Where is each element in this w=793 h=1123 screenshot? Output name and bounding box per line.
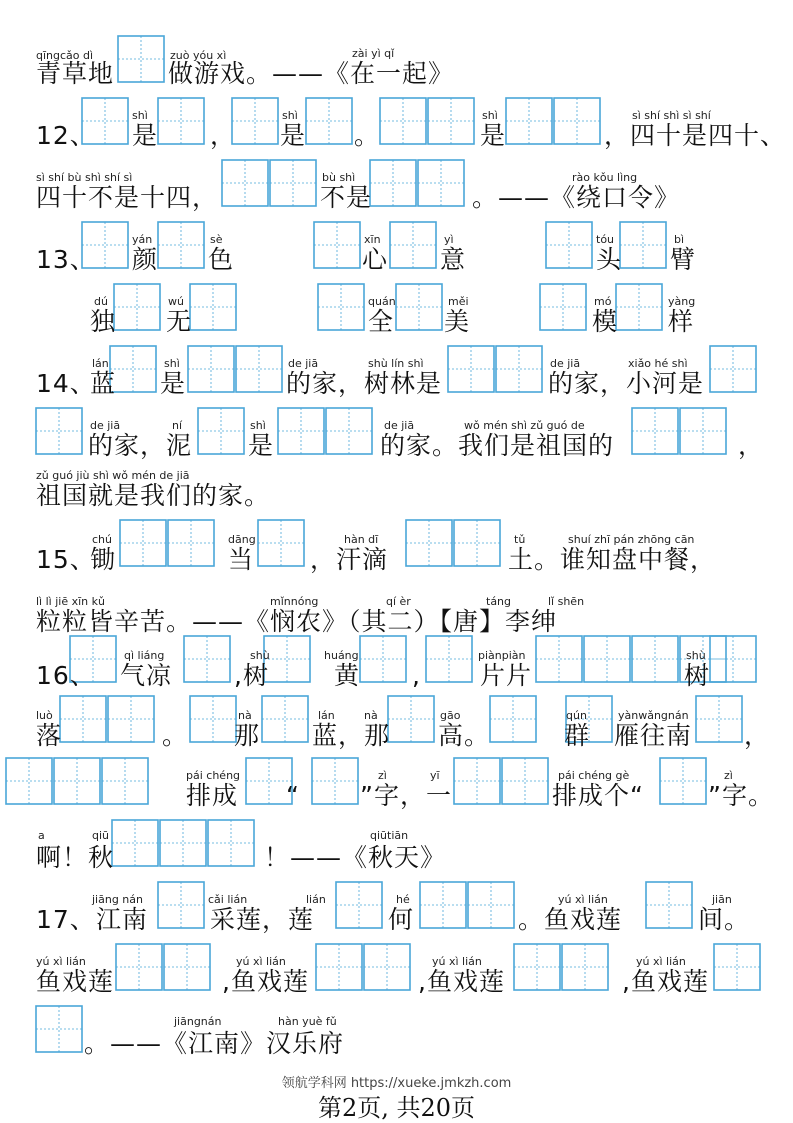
sentence-text: 江南 (96, 905, 149, 934)
answer-box[interactable] (454, 520, 500, 566)
sentence-text: 排成 (186, 781, 239, 810)
pinyin-label: de jiā (550, 357, 581, 370)
pinyin-label: zǔ guó jiù shì wǒ mén de jiā (36, 469, 190, 482)
answer-box[interactable] (696, 696, 742, 742)
answer-box[interactable] (188, 346, 234, 392)
answer-box[interactable] (160, 820, 206, 866)
pinyin-label: sì shí shì sì shí (632, 109, 711, 122)
answer-box[interactable] (490, 696, 536, 742)
answer-box[interactable] (502, 758, 548, 804)
answer-box[interactable] (396, 284, 442, 330)
pinyin-label: shì (282, 109, 298, 122)
answer-box[interactable] (110, 346, 156, 392)
sentence-text: 鱼戏莲 (36, 967, 115, 996)
sentence-text: 当 (228, 545, 255, 574)
pinyin-label: bì (674, 233, 685, 246)
sentence-text: 不是 (320, 183, 373, 212)
sentence-text: 的家，泥 (88, 431, 193, 460)
answer-box[interactable] (112, 820, 158, 866)
pinyin-label: tǔ (514, 533, 526, 546)
pinyin-label: lán (318, 709, 335, 722)
pinyin-label: hàn dī (344, 533, 379, 546)
sentence-text: 排成个“ (552, 781, 644, 810)
answer-box[interactable] (258, 520, 304, 566)
pinyin-label: bù shì (322, 171, 356, 184)
pinyin-label: qiūtiān (370, 829, 409, 842)
pinyin-label: dāng (228, 533, 256, 546)
sentence-text: 。——《江南》汉乐府 (84, 1029, 345, 1058)
answer-box[interactable] (312, 758, 358, 804)
answer-box[interactable] (646, 882, 692, 928)
pinyin-label: shì (132, 109, 148, 122)
answer-box[interactable] (660, 758, 706, 804)
pinyin-label: yànwǎngnán (618, 709, 689, 722)
pinyin-label: xīn (364, 233, 381, 246)
answer-box[interactable] (208, 820, 254, 866)
pinyin-label: qīngcǎo dì (36, 49, 94, 62)
pinyin-label: lì lì jiē xīn kǔ (36, 595, 105, 608)
pinyin-label: shù (250, 649, 270, 662)
sentence-text: 气凉 (120, 661, 173, 690)
pinyin-label: yī (430, 769, 440, 782)
sentence-text: ,鱼戏莲 (622, 967, 709, 996)
pinyin-label: shuí zhī pán zhōng cān (568, 533, 695, 546)
answer-box[interactable] (270, 160, 316, 206)
pinyin-label: shì (250, 419, 266, 432)
answer-box[interactable] (388, 696, 434, 742)
answer-box[interactable] (54, 758, 100, 804)
sentence-text: 色 (208, 245, 235, 274)
answer-box[interactable] (428, 98, 474, 144)
answer-box[interactable] (616, 284, 662, 330)
pinyin-label: luò (36, 709, 53, 722)
answer-box[interactable] (190, 284, 236, 330)
answer-box[interactable] (120, 520, 166, 566)
pinyin-label: sè (210, 233, 223, 246)
sentence-text: 做游戏。——《在一起》 (168, 59, 455, 88)
pinyin-label: shì (482, 109, 498, 122)
answer-box[interactable] (680, 408, 726, 454)
answer-box[interactable] (158, 222, 204, 268)
answer-box[interactable] (370, 160, 416, 206)
pinyin-label: piànpiàn (478, 649, 526, 662)
pinyin-label: nà (238, 709, 252, 722)
sentence-text: 粒粒皆辛苦。——《悯农》（其二）【唐】李绅 (36, 607, 558, 636)
question-number: 17、 (36, 905, 96, 934)
answer-box[interactable] (336, 882, 382, 928)
pinyin-label: táng (486, 595, 512, 608)
pinyin-label: zài yì qǐ (352, 47, 395, 60)
sentence-text: 何 (388, 905, 415, 934)
pinyin-label: shù lín shì (368, 357, 424, 370)
sentence-text: 片片 (480, 661, 533, 690)
pinyin-label: sì shí bù shì shí sì (36, 171, 133, 184)
pinyin-label: quán (368, 295, 396, 308)
sentence-text: ， (210, 121, 237, 150)
sentence-text: 。鱼戏莲 (518, 905, 623, 934)
answer-box[interactable] (710, 346, 756, 392)
answer-box[interactable] (426, 636, 472, 682)
sentence-text: ”字。 (708, 781, 774, 810)
answer-box[interactable] (380, 98, 426, 144)
sentence-text: ， (738, 431, 765, 460)
pinyin-label: yú xì lián (558, 893, 608, 906)
answer-box[interactable] (164, 944, 210, 990)
pinyin-label: qí èr (386, 595, 411, 608)
pinyin-label: de jiā (384, 419, 415, 432)
answer-box[interactable] (232, 98, 278, 144)
sentence-text: 意 (440, 245, 467, 274)
answer-box[interactable] (540, 284, 586, 330)
answer-box[interactable] (364, 944, 410, 990)
sentence-text: 土。谁知盘中餐， (508, 545, 717, 574)
pinyin-label: yú xì lián (432, 955, 482, 968)
sentence-text: 祖国就是我们的家。 (36, 481, 271, 510)
pinyin-label: qún (566, 709, 587, 722)
answer-box[interactable] (168, 520, 214, 566)
answer-box[interactable] (306, 98, 352, 144)
pinyin-label: hé (396, 893, 410, 906)
sentence-text: 是 (280, 121, 307, 150)
sentence-text: 蓝 (90, 369, 117, 398)
sentence-text: “ (286, 781, 300, 810)
pinyin-label: yàng (668, 295, 696, 308)
answer-box[interactable] (114, 284, 160, 330)
sentence-text: ”字，一 (360, 781, 452, 810)
pinyin-label: zì (378, 769, 387, 782)
sentence-text: 黄 (334, 661, 361, 690)
pinyin-label: qiū (92, 829, 110, 842)
sentence-text: ，四十是四十、 (604, 121, 787, 150)
answer-box[interactable] (316, 944, 362, 990)
pinyin-label: shù (686, 649, 706, 662)
pinyin-label: hàn yuè fǔ (278, 1015, 337, 1028)
sentence-text: 的家，小河是 (548, 369, 705, 398)
sentence-text: 的家。我们是祖国的 (380, 431, 615, 460)
sentence-text: 群 (564, 721, 591, 750)
sentence-text: 是 (132, 121, 159, 150)
sentence-text: 。——《绕口令》 (472, 183, 681, 212)
sentence-text: 落 (36, 721, 63, 750)
answer-box[interactable] (620, 222, 666, 268)
answer-box[interactable] (264, 636, 310, 682)
answer-box[interactable] (198, 408, 244, 454)
pinyin-label: shì (164, 357, 180, 370)
pinyin-label: de jiā (288, 357, 319, 370)
question-number: 12、 (36, 121, 96, 150)
pinyin-label: jiān (712, 893, 732, 906)
pinyin-label: mó (594, 295, 612, 308)
sentence-text: 独 (90, 307, 117, 336)
sentence-text: ,树 (234, 661, 269, 690)
sentence-text: 青草地 (36, 59, 115, 88)
answer-box[interactable] (278, 408, 324, 454)
pinyin-label: wǒ mén shì zǔ guó de (464, 419, 585, 432)
sentence-text: 。 (354, 121, 381, 150)
pinyin-label: zì (724, 769, 733, 782)
pinyin-label: jiāngnán (174, 1015, 222, 1028)
pinyin-label: pái chéng gè (558, 769, 630, 782)
sentence-text: 锄 (90, 545, 117, 574)
pinyin-label: yú xì lián (236, 955, 286, 968)
sentence-text: 啊！秋 (36, 843, 115, 872)
answer-box[interactable] (190, 696, 236, 742)
pinyin-label: xiǎo hé shì (628, 357, 688, 370)
sentence-text: 高。 (438, 721, 491, 750)
sentence-text: 模 (592, 307, 619, 336)
answer-box[interactable] (448, 346, 494, 392)
answer-box[interactable] (326, 408, 372, 454)
pinyin-label: rào kǒu lìng (572, 171, 638, 184)
sentence-text: 那 (234, 721, 261, 750)
answer-box[interactable] (318, 284, 364, 330)
answer-box[interactable] (236, 346, 282, 392)
sentence-text: 采莲，莲 (210, 905, 315, 934)
pinyin-label: yú xì lián (636, 955, 686, 968)
sentence-text: 美 (444, 307, 471, 336)
sentence-text: 无 (166, 307, 193, 336)
pinyin-label: qì liáng (124, 649, 165, 662)
pinyin-label: a (38, 829, 45, 842)
answer-box[interactable] (262, 696, 308, 742)
answer-box[interactable] (36, 1006, 82, 1052)
answer-box[interactable] (222, 160, 268, 206)
answer-box[interactable] (420, 882, 466, 928)
sentence-text: ， (744, 721, 771, 750)
answer-box[interactable] (546, 222, 592, 268)
answer-box[interactable] (562, 944, 608, 990)
pinyin-label: mǐnnóng (270, 595, 319, 608)
pinyin-label: ní (172, 419, 183, 432)
pinyin-label: de jiā (90, 419, 121, 432)
answer-box[interactable] (714, 944, 760, 990)
sentence-text: 头 (596, 245, 623, 274)
pinyin-label: pái chéng (186, 769, 241, 782)
answer-box[interactable] (102, 758, 148, 804)
pinyin-label: lán (92, 357, 109, 370)
sentence-text: 是 (248, 431, 275, 460)
answer-box[interactable] (390, 222, 436, 268)
answer-box[interactable] (536, 636, 582, 682)
answer-box[interactable] (60, 696, 106, 742)
answer-box[interactable] (116, 944, 162, 990)
pinyin-label: wú (168, 295, 184, 308)
pinyin-label: yú xì lián (36, 955, 86, 968)
pinyin-label: yì (444, 233, 454, 246)
question-number: 16、 (36, 661, 96, 690)
answer-box[interactable] (632, 636, 678, 682)
pinyin-label: tóu (596, 233, 615, 246)
question-number: 13、 (36, 245, 96, 274)
sentence-text: 样 (668, 307, 695, 336)
pinyin-label: měi (448, 295, 469, 308)
footer-site: 领航学科网 https://xueke.jmkzh.com (281, 1076, 512, 1091)
sentence-text: , (412, 661, 421, 690)
answer-box[interactable] (184, 636, 230, 682)
answer-box[interactable] (36, 408, 82, 454)
answer-box[interactable] (360, 636, 406, 682)
sentence-text: 。 (162, 721, 189, 750)
sentence-text: 臂 (670, 245, 697, 274)
sentence-text: ！——《秋天》 (264, 843, 447, 872)
answer-box[interactable] (108, 696, 154, 742)
answer-box[interactable] (632, 408, 678, 454)
pinyin-label: chú (92, 533, 112, 546)
sentence-text: ，汗滴 (310, 545, 389, 574)
answer-box[interactable] (6, 758, 52, 804)
question-number: 14、 (36, 369, 96, 398)
pinyin-label: huáng (324, 649, 359, 662)
answer-box[interactable] (418, 160, 464, 206)
sentence-text: 心 (362, 245, 389, 274)
sentence-text: 雁往南 (614, 721, 693, 750)
answer-box[interactable] (454, 758, 500, 804)
answer-box[interactable] (584, 636, 630, 682)
pinyin-label: zuò yóu xì (170, 49, 227, 62)
pinyin-label: nà (364, 709, 378, 722)
sentence-text: 蓝，那 (312, 721, 391, 750)
pinyin-label: lián (306, 893, 326, 906)
answer-box[interactable] (554, 98, 600, 144)
answer-box[interactable] (314, 222, 360, 268)
pinyin-label: gāo (440, 709, 461, 722)
sentence-text: 间。 (698, 905, 751, 934)
answer-box[interactable] (468, 882, 514, 928)
answer-box[interactable] (514, 944, 560, 990)
answer-box[interactable] (158, 98, 204, 144)
sentence-text: ,鱼戏莲 (222, 967, 309, 996)
pinyin-label: yán (132, 233, 153, 246)
sentence-text: ,鱼戏莲 (418, 967, 505, 996)
answer-box[interactable] (406, 520, 452, 566)
sentence-text: 四十不是十四， (36, 183, 219, 212)
answer-box[interactable] (118, 36, 164, 82)
answer-box[interactable] (496, 346, 542, 392)
page-number: 第2页, 共20页 (317, 1094, 476, 1122)
pinyin-label: lǐ shēn (548, 595, 585, 608)
pinyin-label: dú (94, 295, 108, 308)
sentence-text: 全 (368, 307, 395, 336)
question-number: 15、 (36, 545, 96, 574)
sentence-text: 颜 (132, 245, 159, 274)
sentence-text: 的家，树林是 (286, 369, 443, 398)
answer-box[interactable] (158, 882, 204, 928)
sentence-text: 树 (684, 661, 711, 690)
answer-box[interactable] (506, 98, 552, 144)
sentence-text: 是 (480, 121, 507, 150)
pinyin-label: cǎi lián (208, 893, 248, 906)
pinyin-label: jiāng nán (92, 893, 143, 906)
sentence-text: 是 (160, 369, 187, 398)
